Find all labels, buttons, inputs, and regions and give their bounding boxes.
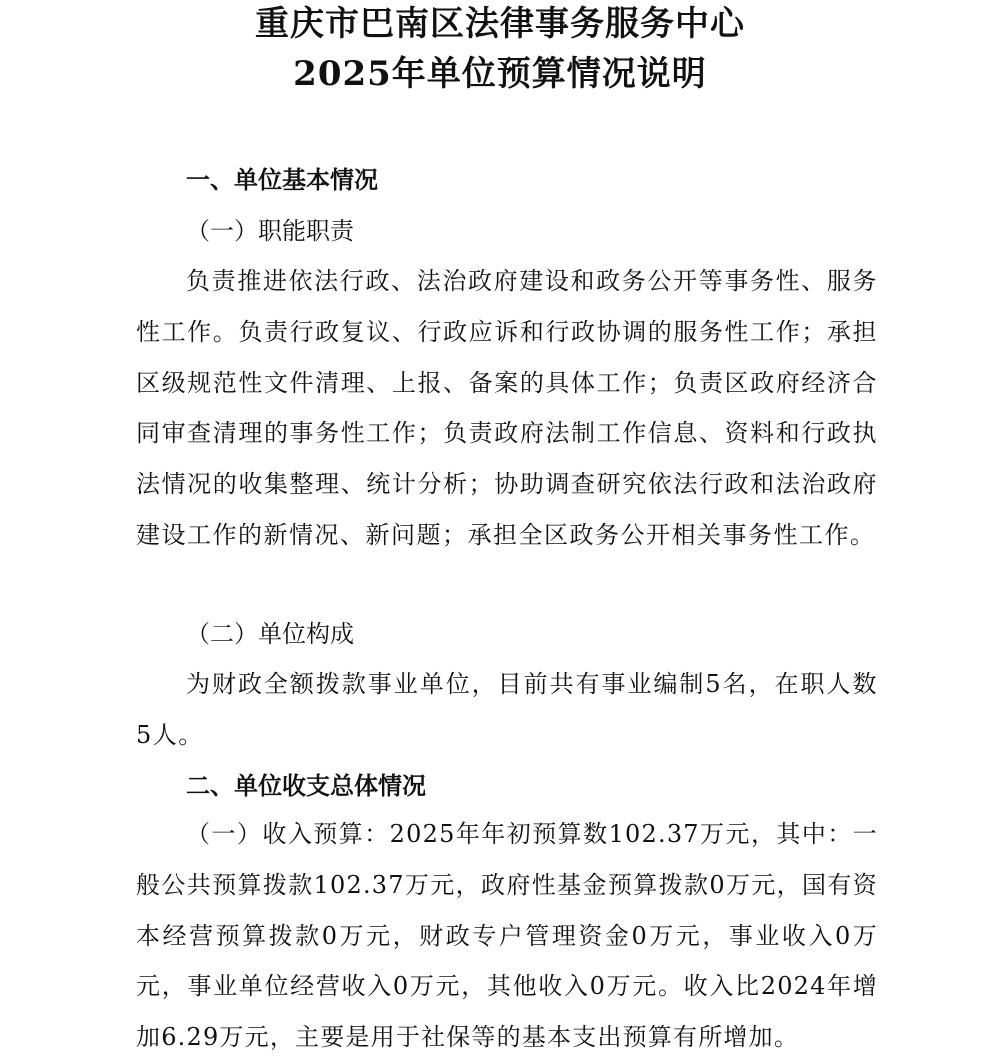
section1-sub1-heading: （一）职能职责 bbox=[186, 217, 354, 245]
document-title-line2: 2025年单位预算情况说明 bbox=[293, 54, 707, 94]
section2-heading: 二、单位收支总体情况 bbox=[186, 771, 426, 800]
section1-sub1-paragraph: 负责推进依法行政、法治政府建设和政务公开等事务性、服务性工作。负责行政复议、行政应诉和行政协调的服务性工作；承担区级规范性文件清理、上报、备案的具体工作；负责区政府经济合同审查清理的事务性工作；负责政府法制工作信息、资料和行政执法情况的收集整理、统计分析；协助调查研究依法行政和法治政府建设工作的新情况、新问题；承担全区政务公开相关事务性工作。 bbox=[136, 267, 878, 549]
section2-sub1-paragraph: （一）收入预算：2025年年初预算数102.37万元，其中：一般公共预算拨款102.37万元，政府性基金预算拨款0万元，国有资本经营预算拨款0万元，财政专户管理资金0万元，事业收入0万元，事业单位经营收入0万元，其他收入0万元。收入比2024年增加6.29万元，主要是用于社保等的基本支出预算有所增加。 bbox=[136, 820, 878, 1052]
document-title-line1: 重庆市巴南区法律事务服务中心 bbox=[255, 4, 745, 44]
section1-sub2-heading: （二）单位构成 bbox=[186, 620, 354, 648]
section1-sub2-paragraph: 为财政全额拨款事业单位，目前共有事业编制5名，在职人数5人。 bbox=[136, 670, 878, 749]
section1-heading: 一、单位基本情况 bbox=[186, 165, 378, 194]
